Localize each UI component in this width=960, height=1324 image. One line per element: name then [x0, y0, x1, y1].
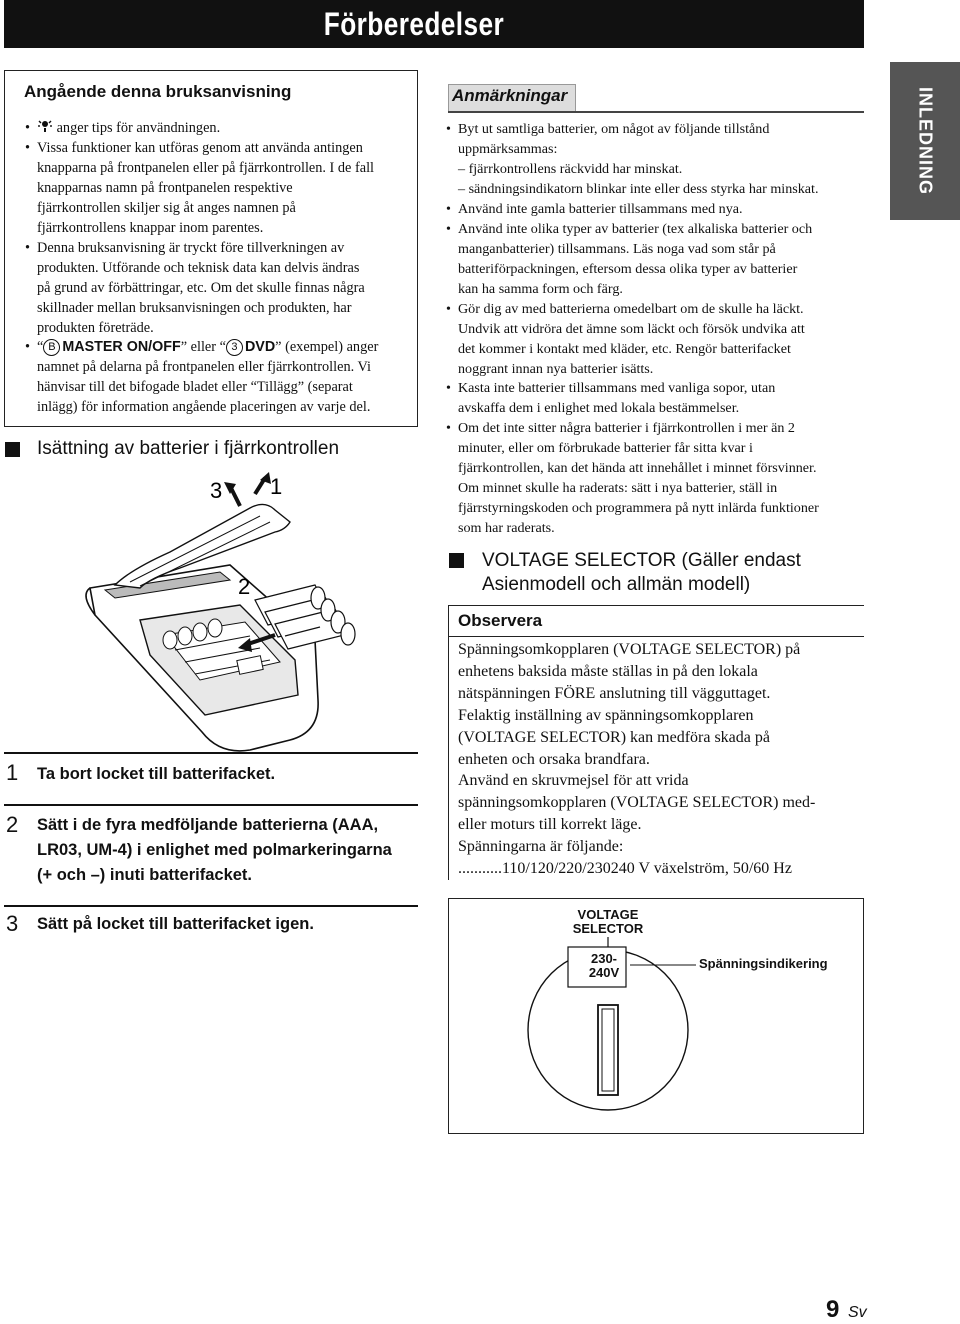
voltage-section-title: VOLTAGE SELECTOR (Gäller endast Asienmodell och allmän modell) — [482, 550, 801, 595]
note-item: • Använd inte gamla batterier tillsammans med nya. — [446, 201, 743, 217]
about-bullet-functions: • Vissa funktioner kan utföras genom att använda antingen knapparna på frontpanelen eller på fjärrkontrollen. I de fall knapparnas namn på frontpanelen respektive fjärrkontrollen skiljer sig åt anges namnen på fjärrkontrollens knappar inom parentes. — [25, 140, 375, 236]
about-manual-title: Angående denna bruksanvisning — [24, 82, 292, 101]
dial-voltage-text: 230- 240V — [588, 951, 620, 980]
note-item: • Kasta inte batterier tillsammans med vanliga sopor, utan avskaffa dem i enlighet med lokala bestämmelser. — [446, 380, 776, 416]
step-text: Sätt på locket till batterifacket igen. — [37, 915, 314, 933]
observe-title: Observera — [458, 611, 543, 630]
voltage-indicator-label: Spänningsindikering — [699, 956, 828, 971]
page-language: Sv — [848, 1304, 867, 1321]
step-number: 3 — [6, 911, 19, 936]
remote-battery-illustration — [70, 470, 420, 755]
key-circle-b: B — [43, 339, 60, 356]
section-marker — [5, 442, 20, 457]
page-title: Förberedelser — [323, 6, 505, 42]
notes-title: Anmärkningar — [452, 86, 568, 105]
step-number: 1 — [6, 760, 19, 785]
step-divider — [4, 804, 418, 806]
observe-rule — [448, 636, 864, 637]
note-item: • Byt ut samtliga batterier, om något av följande tillstånd uppmärksammas: – fjärrkontrollens räckvidd har minskat. – sändningsindikatorn blinkar inte eller dess styrka har minskat. — [446, 121, 819, 197]
section-tab-inledning: INLEDNING — [890, 62, 960, 220]
battery-section-title: Isättning av batterier i fjärrkontrollen — [37, 438, 340, 459]
tip-icon — [37, 118, 53, 134]
indicator-leader-line — [630, 955, 700, 975]
note-item: • Använd inte olika typer av batterier (tex alkaliska batterier och manganbatterier) tillsammans. Läs noga vad som står på batteriförpackningen, eftersom dessa olika typer av batterier kan ha samma form och färg. — [446, 221, 813, 297]
note-item: • Om det inte sitter några batterier i fjärrkontrollen i mer än 2 minuter, eller om förbrukade batterier får sitta kvar i fjärrkontrollen, kan det hända att innehållet i minnet försvinner. Om minnet skulle ha raderats: sätt i nya batterier, ställ in fjärrstyrningskoden och programmera på nytt inlärda funktioner som har raderats. — [446, 420, 819, 536]
page-number: 9 — [826, 1296, 840, 1323]
about-bullet-names: • “ B MASTER ON/OFF” eller “ 3 DVD” (exempel) anger namnet på delarna på frontpanelen eller fjärrkontrollen. Vi hänvisar till det bifogade bladet eller “Tillägg” (separat inlägg) för information angående placeringen av varje del. — [25, 339, 379, 415]
notes-rule — [448, 111, 864, 113]
step-number: 2 — [6, 812, 19, 837]
voltage-selector-label: VOLTAGE SELECTOR — [572, 907, 644, 936]
figure-label-2: 2 — [238, 574, 251, 599]
about-bullet-tip: • anger tips för användningen. — [25, 120, 221, 136]
step-text: Ta bort locket till batterifacket. — [37, 765, 276, 783]
step-divider — [4, 752, 418, 754]
about-bullet-printed: • Denna bruksanvisning är tryckt före tillverkningen av produkten. Utförande och teknisk data kan delvis ändras på grund av förbättringar, etc. Om det skulle finnas några skillnader mellan bruksanvisningen och produkten, har produkten företräde. — [25, 240, 365, 336]
note-item: • Gör dig av med batterierna omedelbart om de skulle ha läckt. Undvik att vidröra det ämne som läckt och försök undvika att det kommer i kontakt med kläder, etc. Rengör batterifacket noggrant innan nya batterier isätts. — [446, 301, 805, 377]
figure-label-1: 1 — [270, 474, 283, 499]
observe-text: Spänningsomkopplaren (VOLTAGE SELECTOR) på enhetens baksida måste ställas in på den lokala nätspänningen FÖRE anslutning till vägguttaget. Felaktig inställning av spänningsomkopplaren (VOLTAGE SELECTOR) kan medföra skada på enheten och orsaka brandfara. Använd en skruvmejsel för att vrida spänningsomkopplaren (VOLTAGE SELECTOR) med- eller moturs till korrekt läge. Spänningarna är följande: ...........110/120/220/230240 V växelström, 50/60 Hz — [458, 641, 816, 878]
step-divider — [4, 905, 418, 907]
section-marker — [449, 553, 464, 568]
figure-label-3: 3 — [210, 478, 223, 503]
key-circle-3: 3 — [226, 339, 243, 356]
step-text: Sätt i de fyra medföljande batterierna (AAA, LR03, UM-4) i enlighet med polmarkeringarna (+ och –) inuti batterifacket. — [37, 816, 392, 884]
